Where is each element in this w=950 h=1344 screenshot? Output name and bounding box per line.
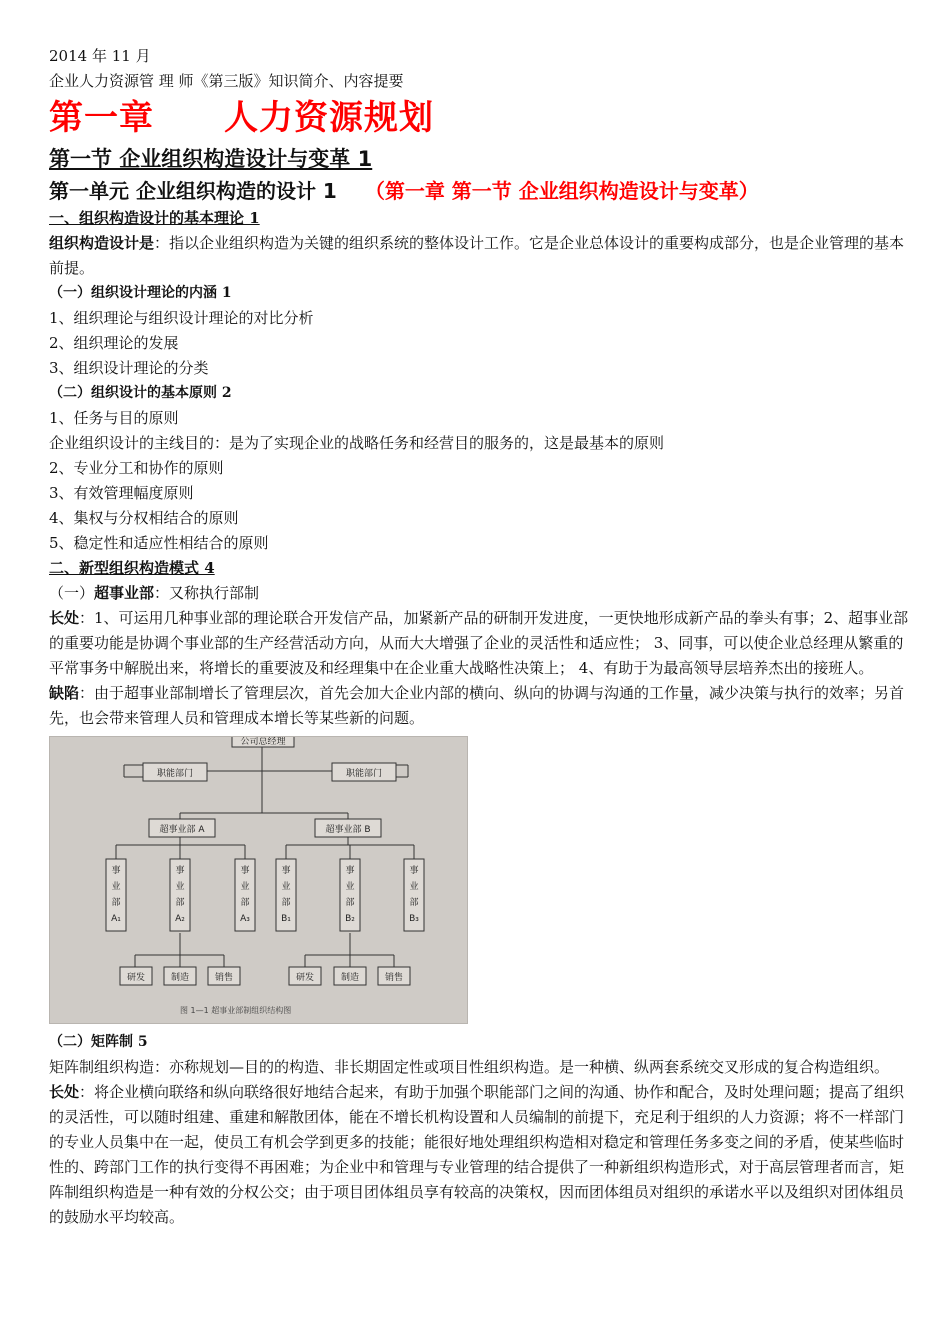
unit-char: 部 <box>281 898 291 908</box>
unit-code: B₃ <box>409 914 419 924</box>
principle-note: 企业组织设计的主线目的：是为了实现企业的战略任务和经营目的服务的，这是最基本的原则 <box>49 434 665 452</box>
unit-char: 业 <box>345 882 355 892</box>
unit-name: 第一单元 企业组织构造的设计 1 <box>49 179 337 203</box>
unit-char: 业 <box>409 882 419 892</box>
org-design-definition <box>49 231 909 281</box>
super-division-line <box>49 581 909 606</box>
unit-code: A₂ <box>175 914 185 924</box>
list-item: 2、专业分工和协作的原则 <box>49 459 224 477</box>
advantages-label: 长处 <box>49 609 80 627</box>
super-prefix: （一） <box>49 584 95 602</box>
super-suffix: ：又称执行部制 <box>154 584 260 602</box>
unit-tag: （第一章 第一节 企业组织构造设计与变革） <box>364 179 759 203</box>
node-top: 公司总经理 <box>240 737 286 747</box>
unit-char: 事 <box>240 866 250 876</box>
disadvantages-label: 缺陷 <box>49 684 80 702</box>
subheading-principles: （二）组织设计的基本原则 2 <box>49 385 232 401</box>
matrix-advantages <box>49 1080 909 1230</box>
unit-char: 业 <box>281 882 291 892</box>
leaf-node: 销售 <box>214 973 234 983</box>
unit-code: B₁ <box>281 914 291 924</box>
date-line: 2014 年 11 月 <box>49 47 151 65</box>
list-item: 1、组织理论与组织设计理论的对比分析 <box>49 309 314 327</box>
list-item: 4、集权与分权相结合的原则 <box>49 509 239 527</box>
part1-heading: 一、组织构造设计的基本理论 1 <box>49 209 260 227</box>
org-chart-figure <box>49 736 468 1024</box>
definition-text: ：指以企业组织构造为关键的组织系统的整体设计工作。它是企业总体设计的重要构成部分，也是企业管理的基本前提。 <box>49 234 905 277</box>
document-subtitle: 企业人力资源管 理 师《第三版》知识简介、内容提要 <box>49 72 404 90</box>
org-chart-labels <box>111 737 419 983</box>
super-term: 超事业部 <box>94 584 155 602</box>
unit-code: A₁ <box>111 914 121 924</box>
matrix-definition: 矩阵制组织构造：亦称规划—目的的构造、非长期固定性或项目性组织构造。是一种横、纵两套系统交叉形成的复合构造组织。 <box>49 1058 890 1076</box>
unit-code: B₂ <box>345 914 355 924</box>
org-chart-svg <box>50 737 467 1023</box>
unit-char: 部 <box>175 898 185 908</box>
unit-char: 部 <box>345 898 355 908</box>
node-func-right: 职能部门 <box>345 769 383 779</box>
part2-heading: 二、新型组织构造模式 4 <box>49 559 215 577</box>
unit-char: 事 <box>409 866 419 876</box>
unit-code: A₃ <box>240 914 250 924</box>
figure-caption: 图 1—1 超事业部制组织结构图 <box>180 1006 292 1015</box>
list-item: 1、任务与目的原则 <box>49 409 179 427</box>
leaf-node: 研发 <box>126 973 146 983</box>
subheading-connotation: （一）组织设计理论的内涵 1 <box>49 285 232 301</box>
leaf-node: 销售 <box>384 973 404 983</box>
unit-char: 部 <box>409 898 419 908</box>
unit-char: 事 <box>281 866 291 876</box>
advantages-paragraph <box>49 606 909 681</box>
unit-char: 事 <box>111 866 121 876</box>
disadvantages-text: ：由于超事业部制增长了管理层次，首先会加大企业内部的横向、纵向的协调与沟通的工作量，减少决策与执行的效率；另首先，也会带来管理人员和管理成本增长等某些新的问题。 <box>49 684 905 727</box>
node-bu-b: 超事业部 B <box>325 825 371 835</box>
unit-char: 业 <box>111 882 121 892</box>
unit-char: 部 <box>240 898 250 908</box>
node-bu-a: 超事业部 A <box>159 825 205 835</box>
node-func-left: 职能部门 <box>156 769 194 779</box>
matrix-advantages-text: ：将企业横向联络和纵向联络很好地结合起来，有助于加强个职能部门之间的沟通、协作和配合，及时处理问题；提高了组织的灵活性，可以随时组建、重建和解散团体，能在不增长机构设置和人员编制的前提下，充足利于组织的人力资源；将不一样部门的专业人员集中在一起，使员工有机会学到更多的技能；能很好地处理组织构造相对稳定和管理任务多变之间的矛盾，使某些临时性的、跨部门工作的执行变得不再困难；为企业中和管理与专业管理的结合提供了一种新组织构造形式，对于高层管理者而言，矩阵制组织构造是一种有效的分权公交；由于项目团体组员享有较高的决策权，因而团体组员对组织的承诺水平以及组织对团体组员的鼓励水平均较高。 <box>49 1083 905 1226</box>
chapter-name: 人力资源规划 <box>224 98 434 138</box>
list-item: 2、组织理论的发展 <box>49 334 179 352</box>
unit-char: 部 <box>111 898 121 908</box>
definition-term: 组织构造设计是 <box>49 234 155 252</box>
list-item: 3、有效管理幅度原则 <box>49 484 194 502</box>
unit-char: 事 <box>175 866 185 876</box>
section-title: 第一节 企业组织构造设计与变革 1 <box>49 147 373 171</box>
unit-char: 业 <box>240 882 250 892</box>
chapter-title <box>49 96 909 140</box>
advantages-text: ：1、可运用几种事业部的理论联合开发信产品，加紧新产品的研制开发进度，一更快地形成新产品的拳头有事；2、超事业部的重要功能是协调个事业部的生产经营活动方向，从而大大增强了企业的灵活性和适应性； 3、同事，可以使企业总经理从繁重的平常事务中解脱出来，将增长的重要波及和经理集中在企业重大战略性决策上； 4、有助于为最高领导层培养杰出的接班人。 <box>49 609 909 677</box>
chapter-label: 第一章 <box>49 98 154 138</box>
matrix-heading: （二）矩阵制 5 <box>49 1034 148 1050</box>
unit-char: 事 <box>345 866 355 876</box>
disadvantages-paragraph <box>49 681 909 731</box>
leaf-node: 制造 <box>170 973 190 983</box>
list-item: 3、组织设计理论的分类 <box>49 359 209 377</box>
unit-char: 业 <box>175 882 185 892</box>
matrix-advantages-label: 长处 <box>49 1083 80 1101</box>
leaf-node: 研发 <box>295 973 315 983</box>
document-page <box>49 44 909 1230</box>
leaf-node: 制造 <box>340 973 360 983</box>
unit-title <box>49 176 909 206</box>
list-item: 5、稳定性和适应性相结合的原则 <box>49 534 269 552</box>
